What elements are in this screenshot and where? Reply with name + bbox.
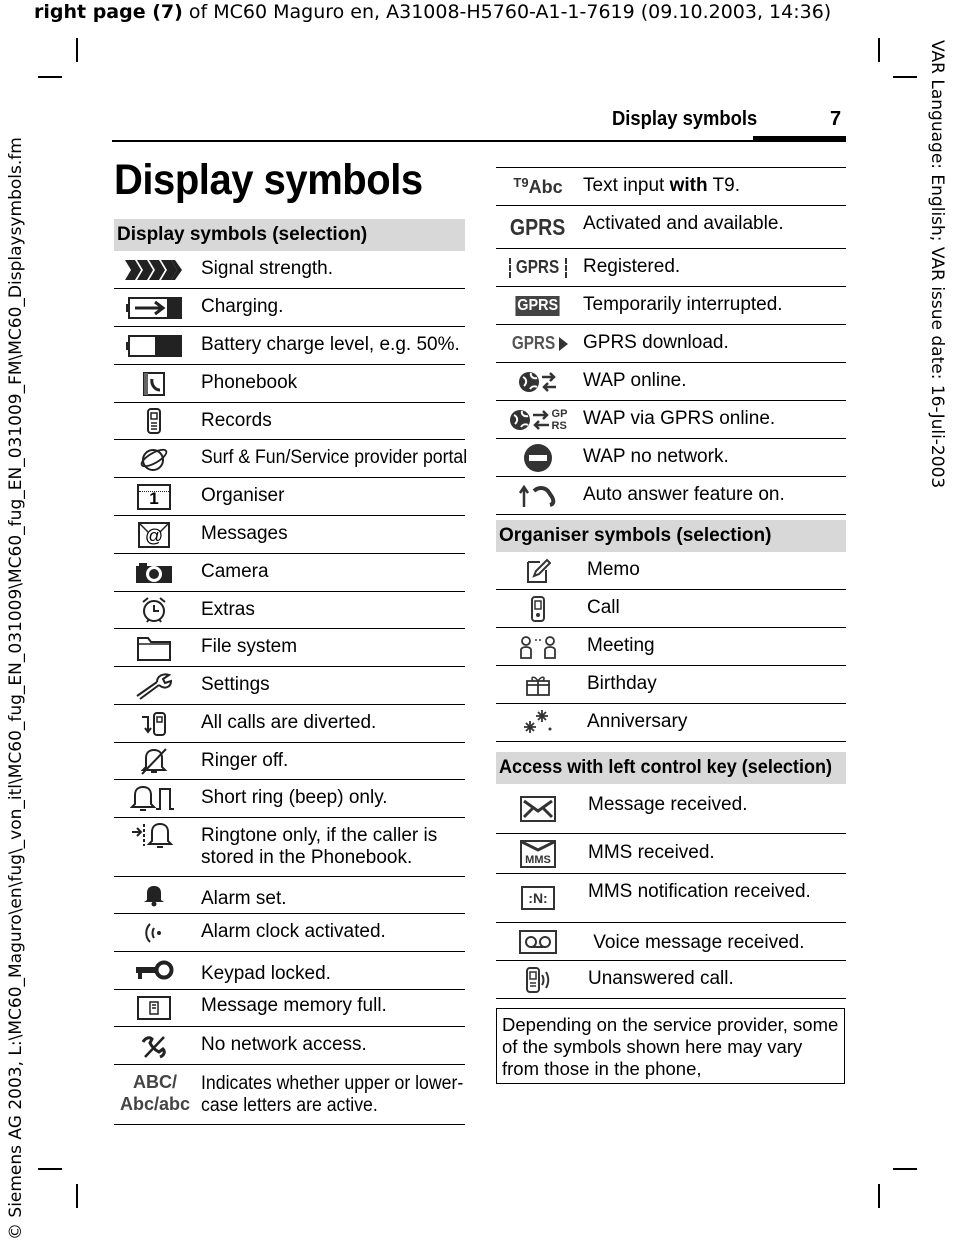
row-text: WAP no network. xyxy=(583,446,729,467)
table-row xyxy=(114,440,468,478)
extras-icon xyxy=(122,592,186,628)
row-text-continued: case letters are active. xyxy=(201,1095,378,1116)
table-row xyxy=(114,914,465,952)
row-text: Meeting xyxy=(587,635,655,656)
organiser-icon xyxy=(122,478,186,515)
call-icon xyxy=(502,590,574,627)
settings-icon xyxy=(122,667,186,704)
crop-mark xyxy=(878,1184,880,1208)
table-row xyxy=(114,251,465,289)
table-row xyxy=(496,401,846,439)
row-text: Indicates whether upper or lower- xyxy=(201,1073,464,1094)
birthday-icon xyxy=(502,666,574,703)
table-row xyxy=(114,365,465,403)
organiser-symbols-table xyxy=(496,520,846,745)
gprs-interrupted-icon xyxy=(502,287,574,324)
row-text: Short ring (beep) only. xyxy=(201,787,388,808)
file-system-icon xyxy=(122,629,186,666)
row-text: Organiser xyxy=(201,485,285,506)
running-title: Display symbols xyxy=(612,108,758,130)
wap-gprs-online-icon xyxy=(502,401,574,438)
row-text: Extras xyxy=(201,599,255,620)
row-text: GPRS download. xyxy=(583,332,729,353)
crop-mark xyxy=(893,1168,917,1170)
short-ring-icon xyxy=(122,780,186,817)
table-row xyxy=(114,1027,465,1065)
section-heading-text: Access with left control key (selection) xyxy=(499,757,833,778)
memory-full-icon xyxy=(122,990,186,1026)
crop-mark xyxy=(38,1168,62,1170)
table-row xyxy=(114,592,465,629)
row-text: WAP online. xyxy=(583,370,687,391)
row-text: Ringer off. xyxy=(201,750,289,771)
table-row xyxy=(114,780,465,818)
unanswered-call-icon xyxy=(502,961,574,998)
table-row xyxy=(114,403,465,440)
header-rule-accent xyxy=(753,136,846,141)
crop-mark xyxy=(38,76,62,78)
battery-level-icon xyxy=(122,327,186,364)
table-row xyxy=(496,666,846,704)
table-row xyxy=(496,477,846,515)
auto-answer-icon xyxy=(502,477,574,514)
wap-no-network-icon xyxy=(502,439,574,476)
table-row xyxy=(114,327,465,365)
table-row xyxy=(496,834,846,874)
mms-notification-label: :N: xyxy=(521,886,555,910)
memo-icon xyxy=(502,552,574,589)
row-text: Phonebook xyxy=(201,372,298,393)
crop-mark xyxy=(878,38,880,62)
section-heading: Display symbols (selection) xyxy=(114,219,465,251)
mms-received-label: MMS xyxy=(525,853,551,866)
display-symbols-table xyxy=(114,219,468,1129)
gprs-available-icon xyxy=(502,206,574,248)
table-row xyxy=(496,552,846,590)
table-row xyxy=(496,874,846,923)
row-text: Keypad locked. xyxy=(201,963,331,984)
table-row xyxy=(496,961,846,999)
print-header xyxy=(34,1,831,23)
row-text: Ringtone only, if the caller is xyxy=(201,825,438,846)
row-text: WAP via GPRS online. xyxy=(583,408,776,429)
file-path-sidebar: © Siemens AG 2003, L:\MC60_Maguro\en\fug\_von_itl\MC60_fug_EN_031009\MC60_fug_EN_031009_FM\MC60_Displaysymbols.fm xyxy=(6,137,26,1240)
t9-icon-label: Abc xyxy=(528,177,563,197)
row-text: Birthday xyxy=(587,673,657,694)
table-row xyxy=(496,168,846,206)
row-text: Alarm set. xyxy=(201,888,287,909)
table-row xyxy=(114,1065,465,1125)
wap-gprs-label-bottom: RS xyxy=(551,419,567,432)
letter-case-icon-label-2: Abc/abc xyxy=(119,1094,191,1114)
table-row xyxy=(114,743,465,780)
table-row xyxy=(496,363,846,401)
row-text: Settings xyxy=(201,674,270,695)
table-row xyxy=(114,952,465,990)
row-text: Registered. xyxy=(583,256,681,277)
records-icon xyxy=(122,403,186,439)
row-text: Anniversary xyxy=(587,711,688,732)
camera-icon xyxy=(122,554,186,591)
message-received-icon xyxy=(502,784,574,833)
gprs-download-icon xyxy=(502,325,574,362)
row-text: Battery charge level, e.g. 50%. xyxy=(201,334,460,355)
page-title: Display symbols xyxy=(114,156,423,204)
table-row xyxy=(114,990,465,1027)
alarm-clock-icon xyxy=(122,914,186,951)
table-row xyxy=(496,784,846,834)
note-box: Depending on the service provider, some of the symbols shown here may vary from those in the phone, xyxy=(496,1008,845,1084)
crop-mark xyxy=(76,1184,78,1208)
anniversary-icon xyxy=(502,704,574,741)
row-text-continued: stored in the Phonebook. xyxy=(201,847,413,868)
table-row xyxy=(114,554,465,592)
gprs-download-label: GPRS xyxy=(511,333,556,353)
messages-icon xyxy=(122,516,186,553)
print-header-details: of MC60 Maguro en, A31008-H5760-A1-1-7619 (09.10.2003, 14:36) xyxy=(182,1,832,23)
letter-case-icon xyxy=(114,1071,196,1115)
ringer-off-icon xyxy=(122,743,186,779)
row-text: No network access. xyxy=(201,1034,367,1055)
letter-case-icon-label: ABC/ xyxy=(133,1072,177,1092)
page-number: 7 xyxy=(830,108,842,130)
row-text: Call xyxy=(587,597,620,618)
table-row xyxy=(114,818,465,877)
gprs-registered-label: GPRS xyxy=(516,257,560,277)
row-text: Signal strength. xyxy=(201,258,334,279)
no-network-icon xyxy=(122,1027,186,1064)
table-row xyxy=(114,478,465,516)
row-text xyxy=(583,174,740,197)
row-text: Camera xyxy=(201,561,269,582)
t9-icon-sup: T9 xyxy=(513,175,529,190)
meeting-icon xyxy=(502,628,574,665)
table-row xyxy=(114,667,465,705)
table-row xyxy=(496,325,846,363)
table-row xyxy=(496,590,846,628)
crop-mark xyxy=(893,76,917,78)
ringtone-phonebook-icon xyxy=(122,818,186,876)
mms-notification-icon xyxy=(502,874,574,922)
wap-online-icon xyxy=(502,363,574,400)
surf-fun-icon xyxy=(122,440,186,477)
row-text: Message memory full. xyxy=(201,995,387,1016)
row-text: Alarm clock activated. xyxy=(201,921,386,942)
header-rule xyxy=(112,140,846,142)
mms-received-icon xyxy=(502,834,574,873)
signal-strength-icon xyxy=(122,251,186,288)
organiser-icon-label: 1 xyxy=(149,488,159,508)
table-row xyxy=(114,877,465,914)
gprs-registered-icon xyxy=(502,249,574,286)
table-row xyxy=(114,705,465,743)
row-text-bold: with xyxy=(669,175,708,196)
row-text-c: T9. xyxy=(707,175,740,196)
network-symbols-table xyxy=(496,167,846,518)
messages-icon-label: @ xyxy=(144,525,164,546)
table-row xyxy=(114,629,465,667)
table-row xyxy=(496,628,846,666)
table-row xyxy=(496,206,846,249)
row-text: Temporarily interrupted. xyxy=(583,294,783,315)
table-row xyxy=(496,287,846,325)
charging-icon xyxy=(122,289,186,326)
keypad-locked-icon xyxy=(122,952,186,989)
row-text: Unanswered call. xyxy=(588,968,734,989)
section-heading: Organiser symbols (selection) xyxy=(496,520,846,552)
calls-diverted-icon xyxy=(122,705,186,742)
table-row xyxy=(496,704,846,742)
row-text: File system xyxy=(201,636,298,657)
gprs-available-label: GPRS xyxy=(510,213,566,240)
wap-gprs-label-top: GP xyxy=(551,407,568,420)
table-row xyxy=(496,249,846,287)
row-text: Voice message received. xyxy=(588,932,805,953)
crop-mark xyxy=(76,38,78,62)
row-text: Records xyxy=(201,410,272,431)
table-row xyxy=(496,923,846,961)
table-row xyxy=(496,439,846,477)
gprs-interrupted-label: GPRS xyxy=(517,296,559,314)
row-text: All calls are diverted. xyxy=(201,712,377,733)
table-row xyxy=(114,289,465,327)
row-text: Memo xyxy=(587,559,640,580)
language-sidebar: VAR Language: English; VAR issue date: 16-Juli-2003 xyxy=(927,40,947,489)
print-header-page: right page (7) xyxy=(34,1,183,23)
section-heading xyxy=(496,752,846,784)
t9-icon xyxy=(502,168,574,205)
access-symbols-table xyxy=(496,752,846,1002)
row-text: Charging. xyxy=(201,296,284,317)
row-text: MMS notification received. xyxy=(588,881,811,902)
row-text: MMS received. xyxy=(588,842,715,863)
voice-message-icon xyxy=(502,923,574,960)
phonebook-icon xyxy=(122,365,186,402)
row-text: Message received. xyxy=(588,794,748,815)
row-text-a: Text input xyxy=(583,175,670,196)
row-text: Auto answer feature on. xyxy=(583,484,785,505)
alarm-set-icon xyxy=(122,877,186,913)
row-text: Messages xyxy=(201,523,288,544)
row-text: Surf & Fun/Service provider portal xyxy=(201,447,468,468)
table-row xyxy=(114,516,465,554)
row-text: Activated and available. xyxy=(583,213,784,234)
